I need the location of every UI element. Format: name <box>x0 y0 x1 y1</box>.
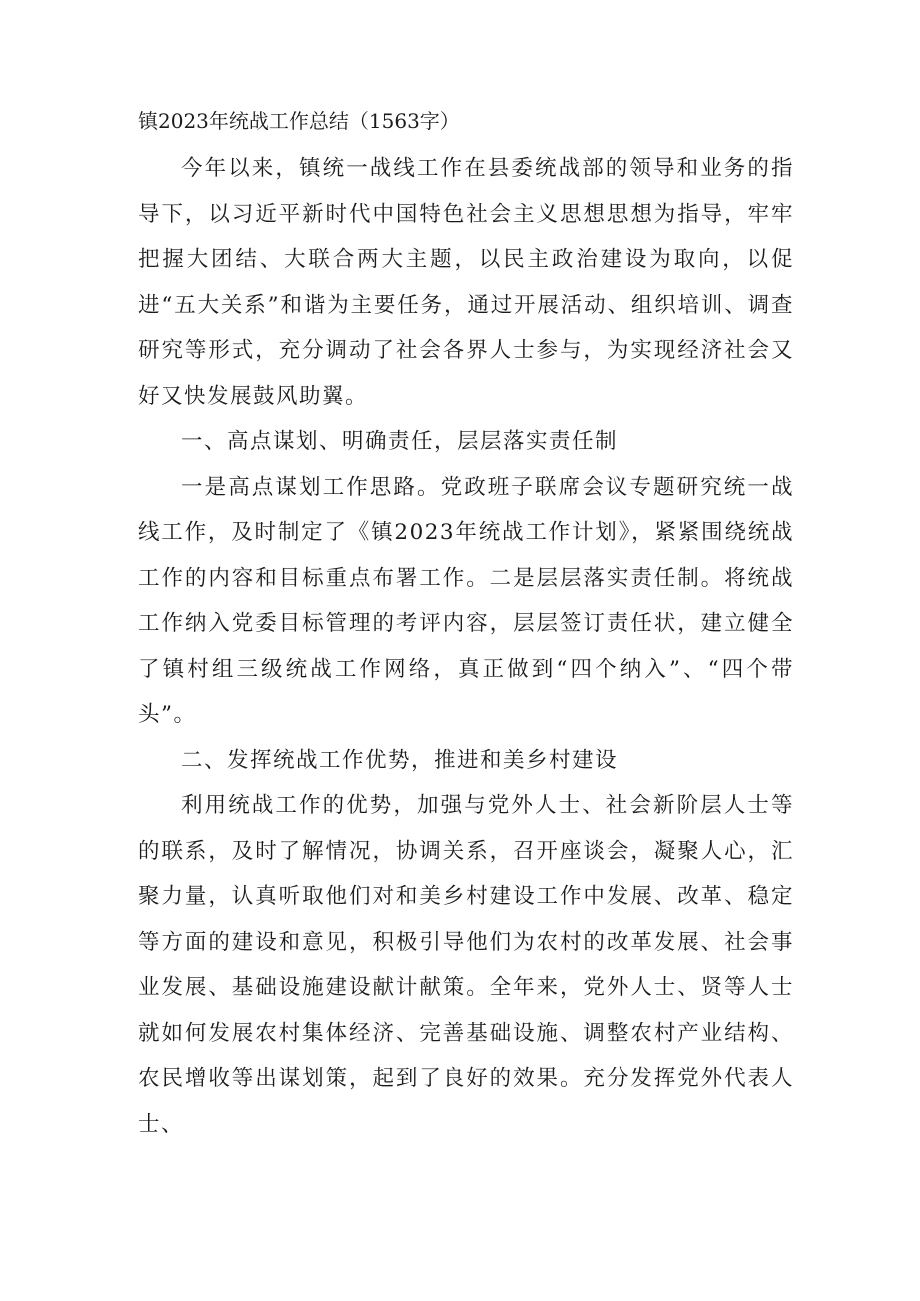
document-title: 镇2023年统战工作总结（1563字） <box>138 109 460 133</box>
section-2-paragraph: 利用统战工作的优势，加强与党外人士、社会新阶层人士等的联系，及时了解情况，协调关系，召开座谈会，凝聚人心，汇聚力量，认真听取他们对和美乡村建设工作中发展、改革、稳定等方面的建设和意见，积极引导他们为农村的改革发展、社会事业发展、基础设施建设献计献策。全年来，党外人士、贤等人士就如何发展农村集体经济、完善基础设施、调整农村产业结构、农民增收等出谋划策，起到了良好的效果。充分发挥党外代表人士、 <box>138 793 794 1137</box>
section-heading-2: 二、发挥统战工作优势，推进和美乡村建设 <box>181 747 619 773</box>
section-heading-1: 一、高点谋划、明确责任，层层落实责任制 <box>181 429 619 454</box>
intro-paragraph: 今年以来，镇统一战线工作在县委统战部的领导和业务的指导下，以习近平新时代中国特色社会主义思想思想为指导，牢牢把握大团结、大联合两大主题，以民主政治建设为取向，以促进“五大关系”和谐为主要任务，通过开展活动、组织培训、调查研究等形式，充分调动了社会各界人士参与，为实现经济社会又好又快发展鼓风助翼。 <box>138 156 794 409</box>
section-1-paragraph: 一是高点谋划工作思路。党政班子联席会议专题研究统一战线工作，及时制定了《镇2023年统战工作计划》，紧紧围绕统战工作的内容和目标重点布署工作。二是层层落实责任制。将统战工作纳入党委目标管理的考评内容，层层签订责任状，建立健全了镇村组三级统战工作网络，真正做到“四个纳入”、“四个带头”。 <box>138 474 794 727</box>
document-page <box>138 104 794 1147</box>
